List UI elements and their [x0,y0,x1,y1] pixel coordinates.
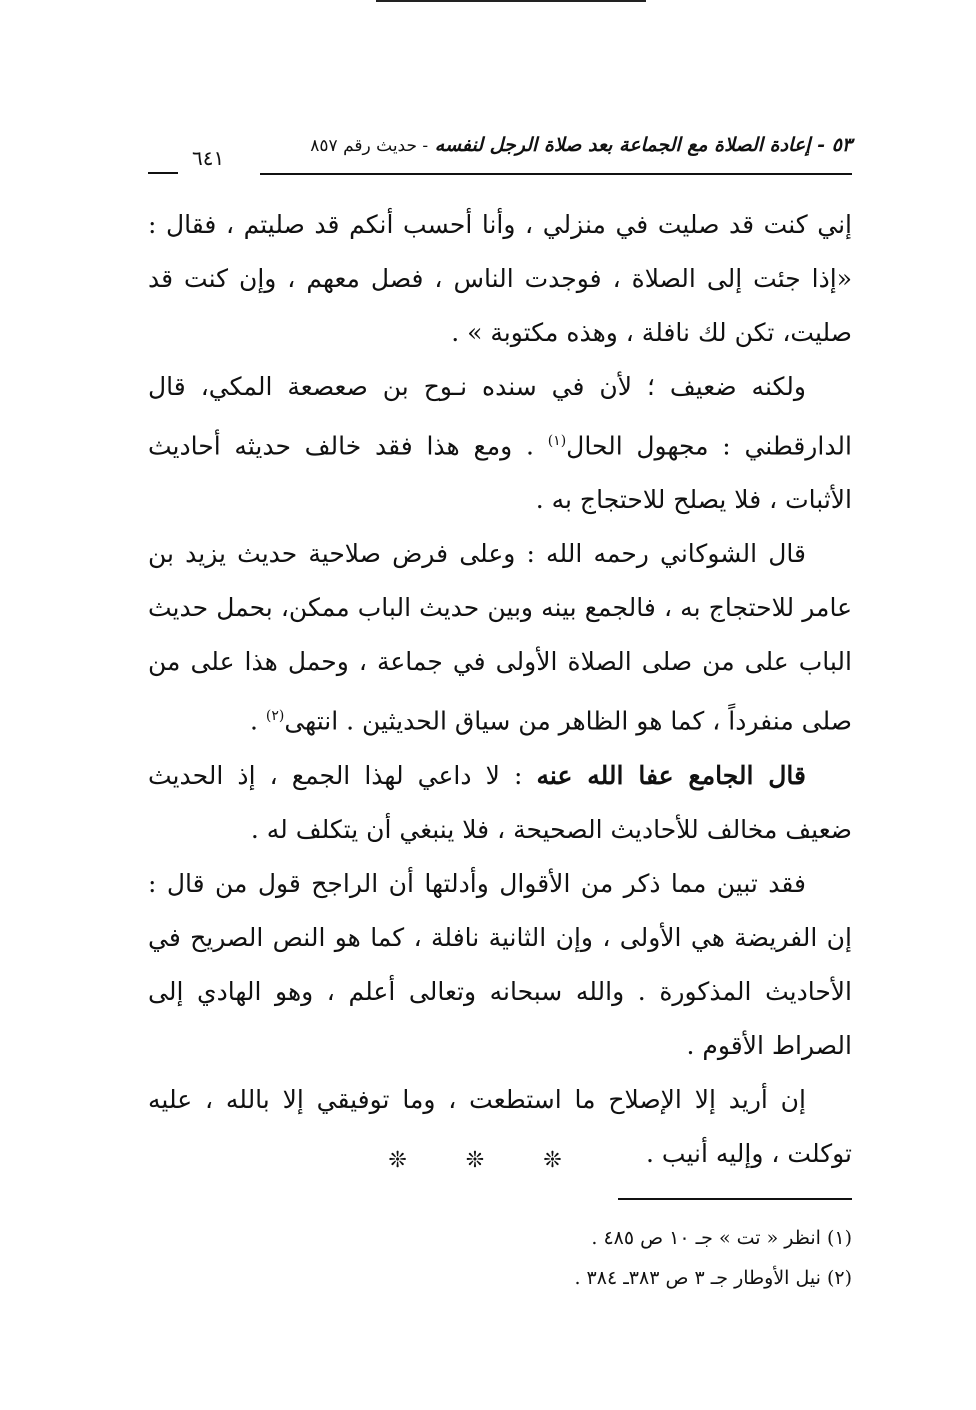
paragraph-text: ولكنه ضعيف ؛ لأن في سنده نـوح بن صعصعة المكي، قال الدارقطني : مجهول الحال [148,372,853,461]
paragraph [148,857,852,1073]
hadith-number: - حديث رقم ٨٥٧ [310,136,429,156]
footnote: (٢) نيل الأوطار جـ ٣ ص ٣٨٣ـ ٣٨٤ . [574,1267,852,1289]
footnote-rule [618,1198,852,1200]
footnote: (١) انظر « تت » جـ ١٠ ص ٤٨٥ . [591,1227,852,1249]
header-rule [260,173,852,175]
body-text [148,198,852,1181]
paragraph-text: إن أريد إلا الإصلاح ما استطعت ، وما توفيقي إلا بالله ، عليه توكلت ، وإليه أنيب . [148,1084,852,1168]
section-separator: ❊ ❊ ❊ [388,1148,588,1173]
paragraph-text-tail: . [249,706,266,736]
chapter-title: ٥٣ - إعادة الصلاة مع الجماعة بعد صلاة الرجل لنفسه [434,134,852,156]
footnote-ref: (١) [547,433,567,449]
author-lead: قال الجامع عفا الله عنه [536,760,806,790]
paragraph [148,749,852,857]
footnote-ref: (٢) [265,708,285,725]
paragraph [148,198,852,360]
page-number-dash [148,172,178,174]
paragraph-text: إني كنت قد صليت في منزلي ، وأنا أحسب أنكم قد صليتم ، فقال : «إذا جئت إلى الصلاة ، فوجدت الناس ، فصل معهم ، وإن كنت قد صليت، تكن لك نافلة ، وهذه مكتوبة » . [148,210,852,347]
paragraph-text-tail: . ومع هذا فقد خالف حديثه أحاديث الأثبات ، فلا يصلح للاحتجاج به . [148,431,852,515]
page-number: ٦٤١ [192,146,225,170]
paragraph-text: : لا داعي لهذا الجمع ، إذ الحديث ضعيف مخالف للأحاديث الصحيحة ، فلا ينبغي أن يتكلف له . [148,760,852,844]
paragraph-text: فقد تبين مما ذكر من الأقوال وأدلتها أن الراجح قول من قال : إن الفريضة هي الأولى ، وإن الثانية نافلة ، كما هو النص الصريح في الأحاديث المذكورة . والله سبحانه وتعالى أعلم ، وهو الهادي إلى الصراط الأقوم . [148,868,852,1060]
paragraph-text: قال الشوكاني رحمه الله : وعلى فرض صلاحية حديث يزيد بن عامر للاحتجاج به ، فالجمع بينه وبين حديث الباب ممكن، بحمل حديث الباب على من صلى الصلاة الأولى في جماعة ، وحمل هذا على من صلى منفرداً ، كما هو الظاهر من سياق الحديثين . انتهى [148,539,852,736]
running-header [148,128,852,178]
header-title [310,134,852,156]
paragraph [148,527,852,748]
paragraph [148,360,852,527]
top-rule [376,0,646,2]
footnotes [148,1218,852,1298]
